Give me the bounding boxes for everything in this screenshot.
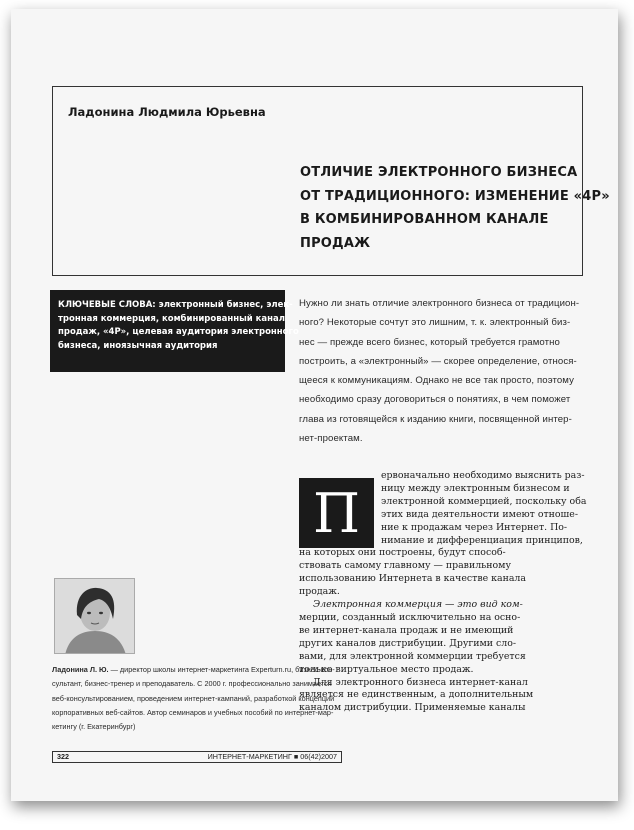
title-line: ОТ ТРАДИЦИОННОГО: ИЗМЕНЕНИЕ «4P» bbox=[300, 188, 610, 204]
intro-line: глава из готовящейся к изданию книги, посвященной интер- bbox=[299, 413, 572, 425]
bio-author-name: Ладонина Л. Ю. bbox=[52, 665, 109, 674]
bio-line: веб-консультированием, проведением интернет-кампаний, разработкой концепций bbox=[52, 693, 335, 703]
keywords-line: продаж, «4P», целевая аудитория электронного bbox=[58, 327, 299, 337]
keywords-line: тронная коммерция, комбинированный канал bbox=[58, 313, 286, 324]
author-name: Ладонина Людмила Юрьевна bbox=[68, 105, 266, 119]
body-line: ве интернет-канала продаж и не имеющий bbox=[299, 624, 514, 636]
journal-page bbox=[11, 9, 618, 801]
body-line: электронной коммерцией, поскольку оба bbox=[381, 495, 587, 507]
drop-cap-letter: П bbox=[299, 478, 374, 548]
body-line: ние к продажам через Интернет. По- bbox=[381, 521, 568, 533]
intro-line: необходимо сразу договориться о понятиях, в чем поможет bbox=[299, 394, 571, 406]
portrait-image bbox=[55, 579, 135, 654]
body-line: продаж. bbox=[299, 586, 340, 598]
intro-line: Нужно ли знать отличие электронного бизнеса от традицион- bbox=[299, 298, 580, 309]
title-line: ПРОДАЖ bbox=[300, 235, 371, 251]
body-line: ствовать самому главному — правильному bbox=[299, 560, 511, 572]
keywords-line: КЛЮЧЕВЫЕ СЛОВА: электронный бизнес, элек- bbox=[58, 300, 293, 310]
body-line: мерции, созданный исключительно на осно- bbox=[299, 611, 521, 623]
magazine-issue: ИНТЕРНЕТ-МАРКЕТИНГ ■ 06(42)2007 bbox=[207, 752, 337, 761]
page-footer bbox=[52, 751, 342, 763]
intro-line: щееся к коммуникациям. Однако не все так просто, поэтому bbox=[299, 375, 575, 387]
page-number: 322 bbox=[57, 752, 69, 761]
keywords-line: бизнеса, иноязычная аудитория bbox=[58, 340, 218, 351]
intro-line: построить, а «электронный» — скорее определение, относя- bbox=[299, 355, 577, 367]
body-line: только виртуальное место продаж. bbox=[299, 663, 474, 675]
author-bio bbox=[52, 663, 352, 734]
body-line: Электронная коммерция — это вид ком- bbox=[313, 599, 523, 611]
intro-line: нес — прежде всего бизнес, который требуется грамотно bbox=[299, 336, 560, 348]
bio-line: сультант, бизнес-тренер и преподаватель. С 2000 г. профессионально занимается bbox=[52, 679, 332, 689]
body-line: ницу между электронным бизнесом и bbox=[381, 482, 570, 494]
article-title bbox=[300, 161, 610, 255]
body-line: является не единственным, а дополнительным bbox=[299, 689, 534, 701]
keywords-box bbox=[50, 290, 299, 372]
body-line: этих вида деятельности имеют отноше- bbox=[381, 508, 578, 520]
bio-line: кетингу (г. Екатеринбург) bbox=[52, 722, 136, 732]
body-line: ервоначально необходимо выяснить раз- bbox=[381, 470, 585, 481]
author-photo bbox=[54, 578, 135, 654]
bio-line: корпоративных веб-сайтов. Автор семинаров и учебных пособий по интернет-мар- bbox=[52, 707, 334, 717]
body-line: вами, для электронной коммерции требуется bbox=[299, 650, 526, 662]
body-line: нимание и дифференциация принципов, bbox=[381, 534, 583, 546]
body-line: каналом дистрибуции. Применяемые каналы bbox=[299, 702, 526, 714]
bio-text: — директор школы интернет-маркетинга Experturn.ru, бизнес-кон- bbox=[108, 665, 335, 674]
body-line: Для электронного бизнеса интернет-канал bbox=[313, 676, 528, 688]
body-line: использованию Интернета в качестве канала bbox=[299, 573, 526, 585]
header-frame bbox=[52, 86, 610, 276]
intro-line: нет-проектам. bbox=[299, 433, 363, 445]
body-line: на которых они построены, будут способ- bbox=[299, 547, 506, 559]
title-line: ОТЛИЧИЕ ЭЛЕКТРОННОГО БИЗНЕСА bbox=[300, 165, 578, 180]
intro-line: ного? Некоторые сочтут это лишним, т. к. электронный биз- bbox=[299, 317, 571, 329]
title-line: В КОМБИНИРОВАННОМ КАНАЛЕ bbox=[300, 212, 549, 227]
bio-line bbox=[52, 663, 352, 677]
intro-paragraph bbox=[299, 294, 585, 448]
body-line: других каналов дистрибуции. Другими сло- bbox=[299, 637, 517, 649]
